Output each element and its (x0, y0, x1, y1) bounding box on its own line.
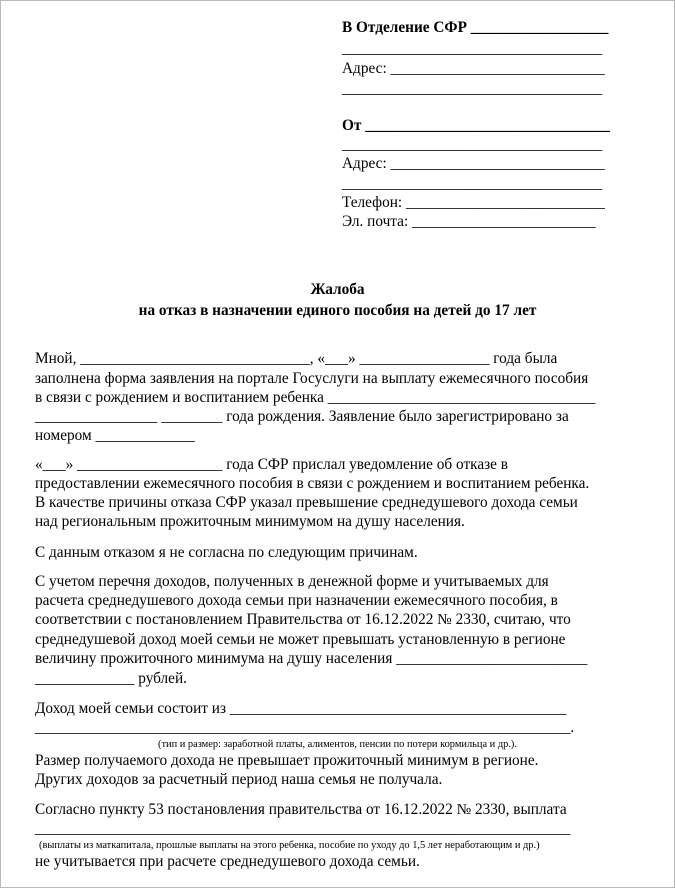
body-line: над региональным прожиточным минимумом на душу населения. (35, 513, 465, 530)
header-sender-address: Адрес: ____________________________ (342, 155, 605, 172)
header-recipient-line: В Отделение СФР __________________ (342, 19, 609, 36)
header-blank-line: __________________________________ (342, 175, 603, 192)
body-line: ______________________________________________________________________ (35, 820, 571, 837)
document-title: Жалоба (310, 281, 365, 298)
body-line: «___» ___________________ года СФР прислал уведомление об отказе в (35, 456, 509, 473)
income-type-hint: (тип и размер: заработной платы, алиментов, пенсии по потери кормильца и др.). (158, 739, 517, 750)
body-line: С данным отказом я не согласна по следующим причинам. (35, 544, 418, 561)
body-line: ______________________________________________________________________. (35, 719, 575, 736)
header-sender-line: От ________________________________ (342, 117, 610, 134)
body-line: Других доходов за расчетный период наша семья не получала. (35, 771, 443, 788)
body-line: Мной, ______________________________, «___» _________________ года была (35, 350, 558, 367)
header-phone: Телефон: __________________________ (342, 194, 605, 211)
body-line: _____________ рублей. (35, 670, 187, 687)
body-line: расчета среднедушевого дохода семьи при назначении ежемесячного пособия, в (35, 592, 558, 609)
body-line: величину прожиточного минимума на душу населения _________________________ (35, 650, 588, 667)
body-line: не учитывается при расчете среднедушевого дохода семьи. (35, 853, 420, 870)
header-blank-line: __________________________________ (342, 40, 603, 57)
body-line: номером _____________ (35, 427, 195, 444)
body-line: ________________ ________ года рождения. Заявление было зарегистрировано за (35, 408, 569, 425)
body-line: среднедушевой доход моей семьи не может превышать установленную в регионе (35, 631, 566, 648)
body-line: в связи с рождением и воспитанием ребенка ___________________________________ (35, 389, 596, 406)
header-recipient-address: Адрес: ____________________________ (342, 60, 605, 77)
body-line: Размер получаемого дохода не превышает прожиточный минимум в регионе. (35, 752, 539, 769)
header-blank-line: __________________________________ (342, 136, 603, 153)
body-line: заполнена форма заявления на портале Госуслуги на выплату ежемесячного пособия (35, 370, 589, 387)
header-blank-line: __________________________________ (342, 80, 603, 97)
header-email: Эл. почта: ________________________ (342, 213, 596, 230)
body-line: Согласно пункту 53 постановления правительства от 16.12.2022 № 2330, выплата (35, 801, 567, 818)
body-line: предоставлении ежемесячного пособия в связи с рождением и воспитанием ребенка. (35, 475, 590, 492)
body-line: Доход моей семьи состоит из ____________________________________________ (35, 700, 567, 717)
body-line: С учетом перечня доходов, полученных в денежной форме и учитываемых для (35, 573, 549, 590)
body-line: соответствии с постановлением Правительства от 16.12.2022 № 2330, считаю, что (35, 611, 571, 628)
payment-type-hint: (выплаты из маткапитала, прошлые выплаты на этого ребенка, пособие по уходу до 1,5 лет неработающим и др.) (39, 840, 540, 851)
document-subtitle: на отказ в назначении единого пособия на детей до 17 лет (138, 302, 537, 319)
body-line: В качестве причины отказа СФР указал превышение среднедушевого дохода семьи (35, 494, 578, 511)
